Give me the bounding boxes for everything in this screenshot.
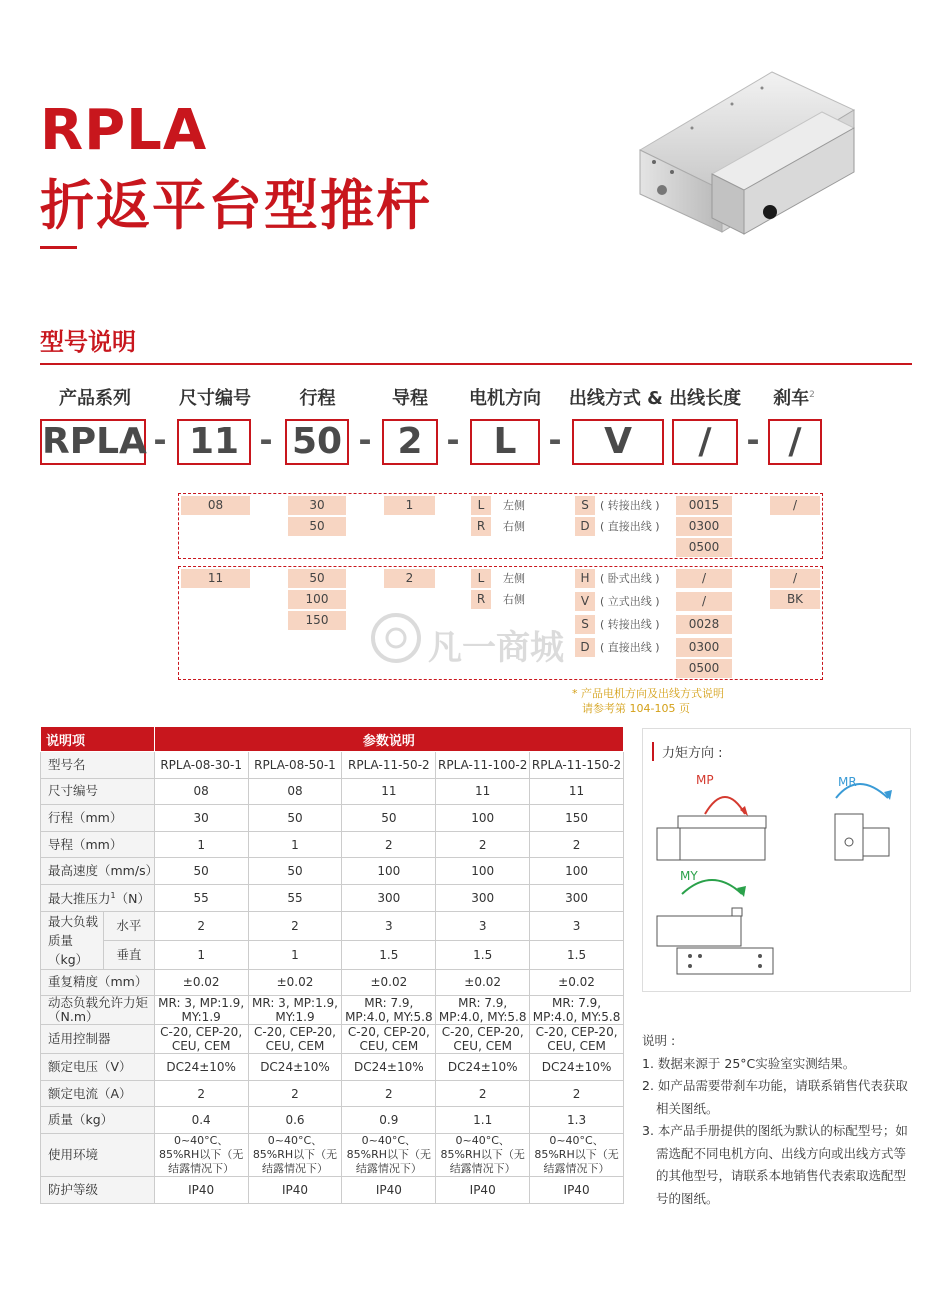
opt-length: / <box>676 592 732 611</box>
row-label <box>41 996 155 1025</box>
load-label-line2: 质量（kg） <box>48 932 89 967</box>
row-label <box>41 969 155 996</box>
section-title: 型号说明 <box>40 328 136 356</box>
opt-cable-code: S <box>575 615 595 634</box>
table-cell: 2 <box>342 1080 436 1107</box>
table-cell: MR: 3, MP:1.9, MY:1.9 <box>248 996 342 1025</box>
opt-length: 0300 <box>676 517 732 536</box>
table-cell: 2 <box>436 831 530 858</box>
row-label <box>41 1107 155 1134</box>
table-cell: 0~40°C、85%RH以下（无结露情况下） <box>248 1133 342 1176</box>
table-cell: 3 <box>530 911 624 940</box>
table-cell: 1.5 <box>342 940 436 969</box>
table-cell: 11 <box>342 778 436 805</box>
table-row <box>41 1080 624 1107</box>
row-label-load <box>41 911 155 969</box>
table-cell: 50 <box>248 858 342 885</box>
table-cell: C-20, CEP-20, CEU, CEM <box>530 1025 624 1054</box>
opt-cable-label: ( 转接出线 ) <box>600 499 660 512</box>
torque-diagram <box>650 770 910 980</box>
spec-table <box>40 726 624 1204</box>
page-title-en: RPLA <box>40 98 208 163</box>
table-cell: 3 <box>436 911 530 940</box>
table-cell: 0~40°C、85%RH以下（无结露情况下） <box>436 1133 530 1176</box>
table-cell: 2 <box>530 831 624 858</box>
table-cell: 55 <box>248 884 342 911</box>
table-row <box>41 778 624 805</box>
row-label <box>41 1025 155 1054</box>
row-label-text: 最大推压力 <box>48 891 111 907</box>
table-row <box>41 831 624 858</box>
table-cell: 2 <box>530 1080 624 1107</box>
opt-motor-code: L <box>471 496 491 515</box>
table-cell: ±0.02 <box>530 969 624 996</box>
row-label-text: 质量（kg） <box>48 1112 114 1128</box>
table-cell: 1 <box>154 831 248 858</box>
row-label-text: 使用环境 <box>48 1146 99 1162</box>
row-label <box>41 752 155 779</box>
table-cell: 0~40°C、85%RH以下（无结露情况下） <box>154 1133 248 1176</box>
opt-lead: 1 <box>384 496 435 515</box>
load-sublabel: 垂直 <box>116 946 142 962</box>
notes <box>642 1030 914 1210</box>
table-cell: 11 <box>530 778 624 805</box>
table-cell: 300 <box>342 884 436 911</box>
table-cell: 50 <box>154 858 248 885</box>
row-label <box>41 884 155 911</box>
row-label-text: 行程（mm） <box>48 809 123 825</box>
table-cell: IP40 <box>342 1176 436 1203</box>
code-box-series: RPLA <box>40 419 146 465</box>
table-cell: 1 <box>248 831 342 858</box>
code-box-stroke: 50 <box>285 419 349 465</box>
table-cell: MR: 7.9, MP:4.0, MY:5.8 <box>530 996 624 1025</box>
row-label-text: 重复精度（mm） <box>48 974 148 990</box>
row-label-text: 动态负载允许力矩（N.m） <box>48 995 149 1025</box>
page-title-cn: 折返平台型推杆 <box>40 174 432 237</box>
code-box-brake: / <box>768 419 822 465</box>
code-box-size: 11 <box>177 419 251 465</box>
row-label-text: 导程（mm） <box>48 836 123 852</box>
code-box-length: / <box>672 419 738 465</box>
table-cell: 100 <box>436 858 530 885</box>
header-lead: 导程 <box>392 388 428 409</box>
note-item: 1. 数据来源于 25°C实验室实测结果。 <box>642 1055 856 1071</box>
star-note-line1: * 产品电机方向及出线方式说明 <box>572 687 724 700</box>
table-cell: 55 <box>154 884 248 911</box>
table-row <box>41 996 624 1025</box>
table-cell: RPLA-08-50-1 <box>248 752 342 779</box>
opt-length: 0500 <box>676 538 732 557</box>
opt-size: 11 <box>181 569 250 588</box>
row-label <box>41 1133 155 1176</box>
row-label-text: 最高速度（mm/s） <box>48 863 159 879</box>
table-cell: 0~40°C、85%RH以下（无结露情况下） <box>530 1133 624 1176</box>
row-label-text: 额定电流（A） <box>48 1085 132 1101</box>
code-dash: - <box>358 421 372 459</box>
table-cell: 1.1 <box>436 1107 530 1134</box>
table-cell: 0.4 <box>154 1107 248 1134</box>
table-cell: 1 <box>248 940 342 969</box>
table-cell: 2 <box>248 1080 342 1107</box>
header-brake-text: 刹车 <box>773 388 810 409</box>
opt-cable-label: ( 直接出线 ) <box>600 520 660 533</box>
table-cell: C-20, CEP-20, CEU, CEM <box>248 1025 342 1054</box>
header-brake <box>766 384 822 410</box>
header-cable: 出线方式 & 出线长度 <box>568 388 742 409</box>
table-cell: RPLA-11-150-2 <box>530 752 624 779</box>
header-brake-sup: 2 <box>809 390 815 400</box>
opt-size: 08 <box>181 496 250 515</box>
opt-cable-code: D <box>575 517 595 536</box>
table-row <box>41 1133 624 1176</box>
table-cell: IP40 <box>530 1176 624 1203</box>
opt-motor-label: 左侧 <box>503 499 525 512</box>
table-cell: 11 <box>436 778 530 805</box>
code-box-lead: 2 <box>382 419 438 465</box>
table-row <box>41 969 624 996</box>
opt-cable-label: ( 转接出线 ) <box>600 618 660 631</box>
table-cell: 300 <box>530 884 624 911</box>
table-cell: 2 <box>154 911 248 940</box>
opt-stroke: 150 <box>288 611 346 630</box>
code-dash: - <box>446 421 460 459</box>
opt-cable-label: ( 立式出线 ) <box>600 595 660 608</box>
header-size: 尺寸编号 <box>179 388 251 409</box>
table-cell: ±0.02 <box>154 969 248 996</box>
note-item: 3. 本产品手册提供的图纸为默认的标配型号；如需选配不同电机方向、出线方向或出线方式等的其他型号，请联系本地销售代表索取选配型号的图纸。 <box>642 1123 908 1206</box>
row-label-sup: 1 <box>110 891 116 901</box>
table-cell: MR: 3, MP:1.9, MY:1.9 <box>154 996 248 1025</box>
table-row <box>41 1176 624 1203</box>
th-param: 参数说明 <box>154 727 623 752</box>
table-cell: IP40 <box>248 1176 342 1203</box>
opt-stroke: 30 <box>288 496 346 515</box>
opt-brake: / <box>770 569 820 588</box>
opt-motor-code: R <box>471 590 491 609</box>
table-cell: 1 <box>154 940 248 969</box>
table-cell: MR: 7.9, MP:4.0, MY:5.8 <box>342 996 436 1025</box>
row-label-text: 防护等级 <box>48 1181 99 1197</box>
table-row <box>41 1054 624 1081</box>
load-sublabel: 水平 <box>104 912 154 941</box>
opt-motor-code: L <box>471 569 491 588</box>
watermark <box>370 612 600 668</box>
mp-label: MP <box>696 773 714 787</box>
table-cell: ±0.02 <box>342 969 436 996</box>
watermark-logo-icon <box>370 612 422 664</box>
table-cell: RPLA-11-100-2 <box>436 752 530 779</box>
opt-length: 0028 <box>676 615 732 634</box>
table-cell: 50 <box>248 805 342 832</box>
row-label <box>41 1054 155 1081</box>
row-label-text: 额定电压（V） <box>48 1058 132 1074</box>
table-cell: 2 <box>342 831 436 858</box>
table-cell: 08 <box>248 778 342 805</box>
table-cell: DC24±10% <box>342 1054 436 1081</box>
table-row <box>41 1107 624 1134</box>
table-cell: DC24±10% <box>436 1054 530 1081</box>
table-row <box>41 884 624 911</box>
opt-cable-label: ( 卧式出线 ) <box>600 572 660 585</box>
table-cell: C-20, CEP-20, CEU, CEM <box>436 1025 530 1054</box>
code-dash: - <box>153 421 167 459</box>
table-cell: 0~40°C、85%RH以下（无结露情况下） <box>342 1133 436 1176</box>
table-cell: 1.5 <box>436 940 530 969</box>
table-cell: 0.6 <box>248 1107 342 1134</box>
table-row <box>41 911 624 940</box>
row-label-text: 型号名 <box>48 756 86 772</box>
section-rule <box>40 363 912 365</box>
star-note-line2: 请参考第 104-105 页 <box>582 702 690 715</box>
table-row <box>41 805 624 832</box>
table-cell: 2 <box>436 1080 530 1107</box>
row-label-text: 尺寸编号 <box>48 783 99 799</box>
table-cell: 2 <box>154 1080 248 1107</box>
table-cell: 0.9 <box>342 1107 436 1134</box>
opt-cable-label: ( 直接出线 ) <box>600 641 660 654</box>
opt-stroke: 50 <box>288 569 346 588</box>
header-series: 产品系列 <box>59 388 131 409</box>
mp-arrow-icon <box>705 797 745 814</box>
table-row <box>41 752 624 779</box>
opt-brake: / <box>770 496 820 515</box>
table-row <box>41 858 624 885</box>
row-label <box>41 831 155 858</box>
table-cell: 30 <box>154 805 248 832</box>
table-cell: DC24±10% <box>248 1054 342 1081</box>
table-cell: 3 <box>342 911 436 940</box>
table-cell: 1.3 <box>530 1107 624 1134</box>
opt-cable-code: S <box>575 496 595 515</box>
opt-stroke: 50 <box>288 517 346 536</box>
table-cell: 2 <box>248 911 342 940</box>
opt-cable-code: H <box>575 569 595 588</box>
table-row <box>41 1025 624 1054</box>
table-cell: 100 <box>436 805 530 832</box>
row-label <box>41 778 155 805</box>
row-label <box>41 805 155 832</box>
title-underline <box>40 246 77 249</box>
torque-title: 力矩方向 : <box>652 742 723 761</box>
code-box-cable: V <box>572 419 664 465</box>
opt-cable-code: V <box>575 592 595 611</box>
opt-lead: 2 <box>384 569 435 588</box>
table-cell: 300 <box>436 884 530 911</box>
opt-motor-label: 右侧 <box>503 520 525 533</box>
watermark-text: 凡一商城 <box>428 628 564 668</box>
table-cell: MR: 7.9, MP:4.0, MY:5.8 <box>436 996 530 1025</box>
code-dash: - <box>259 421 273 459</box>
row-label <box>41 1080 155 1107</box>
table-cell: IP40 <box>436 1176 530 1203</box>
table-cell: 150 <box>530 805 624 832</box>
table-cell: RPLA-11-50-2 <box>342 752 436 779</box>
mr-label: MR <box>838 775 857 789</box>
table-cell: RPLA-08-30-1 <box>154 752 248 779</box>
table-cell: DC24±10% <box>530 1054 624 1081</box>
opt-motor-code: R <box>471 517 491 536</box>
table-cell: 08 <box>154 778 248 805</box>
my-label: MY <box>680 869 698 883</box>
table-cell: ±0.02 <box>436 969 530 996</box>
opt-length: 0500 <box>676 659 732 678</box>
code-dash: - <box>548 421 562 459</box>
table-cell: C-20, CEP-20, CEU, CEM <box>154 1025 248 1054</box>
code-dash: - <box>746 421 760 459</box>
opt-length: / <box>676 569 732 588</box>
note-item: 2. 如产品需要带刹车功能，请联系销售代表获取相关图纸。 <box>642 1078 908 1116</box>
table-cell: DC24±10% <box>154 1054 248 1081</box>
header-motor: 电机方向 <box>469 388 541 409</box>
opt-stroke: 100 <box>288 590 346 609</box>
opt-brake: BK <box>770 590 820 609</box>
opt-length: 0300 <box>676 638 732 657</box>
opt-motor-label: 右侧 <box>503 593 525 606</box>
product-image <box>632 62 860 237</box>
th-item: 说明项 <box>41 727 155 752</box>
table-cell: C-20, CEP-20, CEU, CEM <box>342 1025 436 1054</box>
row-label <box>41 858 159 885</box>
table-cell: 1.5 <box>530 940 624 969</box>
row-label-tail: （N） <box>115 891 150 907</box>
table-cell: 100 <box>530 858 624 885</box>
opt-cable-code: D <box>575 638 595 657</box>
table-cell: 100 <box>342 858 436 885</box>
opt-length: 0015 <box>676 496 732 515</box>
table-cell: ±0.02 <box>248 969 342 996</box>
table-cell: 50 <box>342 805 436 832</box>
code-box-motor: L <box>470 419 540 465</box>
header-stroke: 行程 <box>299 388 336 409</box>
row-label-text: 适用控制器 <box>48 1031 111 1047</box>
opt-motor-label: 左侧 <box>503 572 525 585</box>
notes-title: 说明 : <box>642 1033 676 1048</box>
row-label <box>41 1176 155 1203</box>
load-label-line1: 最大负载 <box>48 913 99 929</box>
table-cell: IP40 <box>154 1176 248 1203</box>
